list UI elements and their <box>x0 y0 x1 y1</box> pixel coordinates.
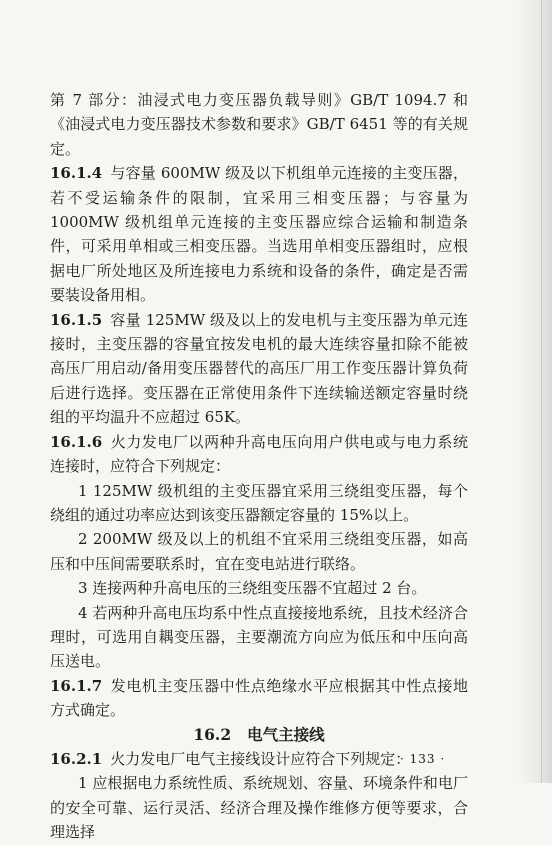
list-item-3: 3 连接两种升高电压的三绕组变压器不宜超过 2 台。 <box>78 579 427 598</box>
list-item-4: 4 若两种升高电压均系中性点直接接地系统，且技术经济合理时，可选用自耦变压器，主要潮流方向应为低压和中压向高压送电。 <box>50 603 468 671</box>
page-edge-shadow <box>516 0 552 783</box>
clause-text: 火力发电厂以两种升高电压向用户供电或与电力系统连接时，应符合下列规定： <box>50 432 468 476</box>
clause-16-1-4 <box>50 161 468 307</box>
clause-number: 16.1.4 <box>50 164 103 183</box>
clause-number: 16.1.7 <box>50 676 103 695</box>
list-item-2: 2 200MW 级及以上的机组不宜采用三绕组变压器，如高压和中压间需要联系时，宜在变电站进行联络。 <box>50 530 468 573</box>
section-number: 16.2 <box>193 724 232 744</box>
list-item-1: 1 125MW 级机组的主变压器宜采用三绕组变压器，每个绕组的通过功率应达到该变压器额定容量的 15%以上。 <box>50 481 468 524</box>
clause-text: 火力发电厂电气主接线设计应符合下列规定： <box>110 749 411 768</box>
clause-text: 发电机主变压器中性点绝缘水平应根据其中性点接地方式确定。 <box>50 676 468 720</box>
body-text <box>50 88 468 845</box>
list-item-1: 1 应根据电力系统性质、系统规划、容量、环境条件和电厂的安全可靠、运行灵活、经济合理及操作维修方便等要求，合理选择 <box>50 774 468 842</box>
clause-16-1-7 <box>50 674 468 723</box>
clause-text: 与容量 600MW 级及以下机组单元连接的主变压器，若不受运输条件的限制，宜采用三相变压器；与容量为 1000MW 级机组单元连接的主变压器应综合运输和制造条件，可采用单相或三相变压器。当选用单相变压器组时，应根据电厂所处地区及所连接电力系统和设备的条件，确定是否需要装设备用相。 <box>50 164 468 305</box>
section-title: 电气主接线 <box>247 724 325 744</box>
clause-text: 容量 125MW 级及以上的发电机与主变压器为单元连接时，主变压器的容量宜按发电机的最大连续容量扣除不能被高压厂用启动/备用变压器替代的高压厂用工作变压器计算负荷后进行选择。变压器在正常使用条件下连续输送额定容量时绕组的平均温升不应超过 65K。 <box>50 310 468 427</box>
page-edge-line <box>541 0 542 783</box>
clause-16-1-6 <box>50 430 468 479</box>
page-number: · 133 · <box>400 752 446 766</box>
paragraph-continuation: 第 7 部分：油浸式电力变压器负载导则》GB/T 1094.7 和《油浸式电力变压器技术参数和要求》GB/T 6451 等的有关规定。 <box>50 91 468 158</box>
clause-number: 16.2.1 <box>50 749 103 768</box>
section-heading <box>50 723 468 747</box>
clause-number: 16.1.5 <box>50 310 103 329</box>
clause-number: 16.1.6 <box>50 432 103 451</box>
clause-16-1-5 <box>50 308 468 430</box>
